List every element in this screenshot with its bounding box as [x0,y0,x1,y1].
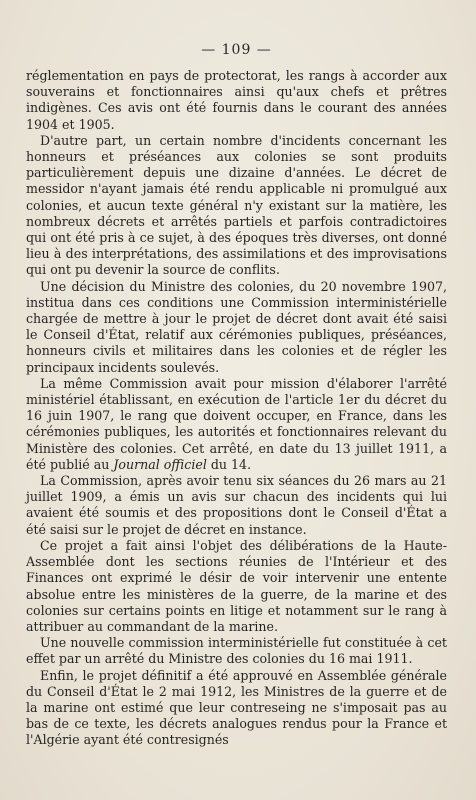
paragraph-text: Une décision du Ministre des colonies, du 20 novembre 1907, institua dans ces conditions une Commission interministérielle chargée de mettre à jour le projet de décret dont avait été saisi le Conseil d'État, relatif aux cérémonies publiques, préséances, honneurs civils et militaires dans les colonies et de régler les principaux incidents soulevés. [26,278,447,375]
paragraph-text: du 14. [206,456,252,472]
paragraph-text: Enfin, le projet définitif a été approuvé en Assemblée générale du Conseil d'État le 2 mai 1912, les Ministres de la guerre et de la marine ont estimé que leur contreseing ne s'imposait pas au bas de ce texte, les décrets analogues rendus pour la France et l'Algérie ayant été contresignés [26,667,447,748]
paragraph-commission-seances [26,473,447,538]
journal-officiel-title: Journal officiel [113,456,207,472]
page-number: — 109 — [201,42,272,58]
paragraph-text: réglementation en pays de protectorat, les rangs à accorder aux souverains et fonctionnaires ainsi qu'aux chefs et prêtres indigènes. Ces avis ont été fournis dans le courant des années 1904 et 1905. [26,68,447,132]
paragraph-protectorat [26,68,447,133]
paragraph-text: La même Commission avait pour mission d'élaborer l'arrêté ministériel établissant, en exécution de l'article 1er du décret du 16 juin 1907, le rang que doivent occuper, en France, dans les cérémonies publiques, les autorités et fonctionnaires relevant du Ministère des colonies. Cet arrêté, en date du 13 juillet 1911, a été publié au [26,375,447,472]
paragraph-text: La Commission, après avoir tenu six séances du 26 mars au 21 juillet 1909, a émis un avis sur chacun des incidents qui lui avaient été soumis et des propositions dont le Conseil d'État a été saisi sur le projet de décret en instance. [26,473,447,537]
paragraph-nouvelle-commission [26,635,447,667]
paragraph-text: D'autre part, un certain nombre d'incidents concernant les honneurs et préséances aux colonies se sont produits particulièrement depuis une dizaine d'années. Le décret de messidor n'ayant jamais été rendu applicable ni promulgué aux colonies, et aucun texte général n'y existant sur la matière, les nombreux décrets et arrêtés partiels et parfois contradictoires qui ont été pris à ce sujet, à des époques très diverses, ont donné lieu à des interprétations, des assimilations et des improvisations qui ont pu devenir la source de conflits. [26,132,447,278]
paragraph-text: Une nouvelle commission interministérielle fut constituée à cet effet par un arrêté du Ministre des colonies du 16 mai 1911. [26,635,447,667]
paragraph-incidents [26,133,447,279]
body-text [26,68,447,749]
paragraph-arrete-ministeriel [26,376,447,473]
paragraph-decision-ministre [26,279,447,376]
paragraph-projet-definitif [26,668,447,749]
paragraph-haute-assemblee [26,538,447,635]
paragraph-text: Ce projet a fait ainsi l'objet des délibérations de la Haute-Assemblée dont les sections réunies de l'Intérieur et des Finances ont exprimé le désir de voir intervenir une entente absolue entre les ministères de la guerre, de la marine et des colonies sur certains points en litige et notamment sur le rang à attribuer au commandant de la marine. [26,537,447,634]
